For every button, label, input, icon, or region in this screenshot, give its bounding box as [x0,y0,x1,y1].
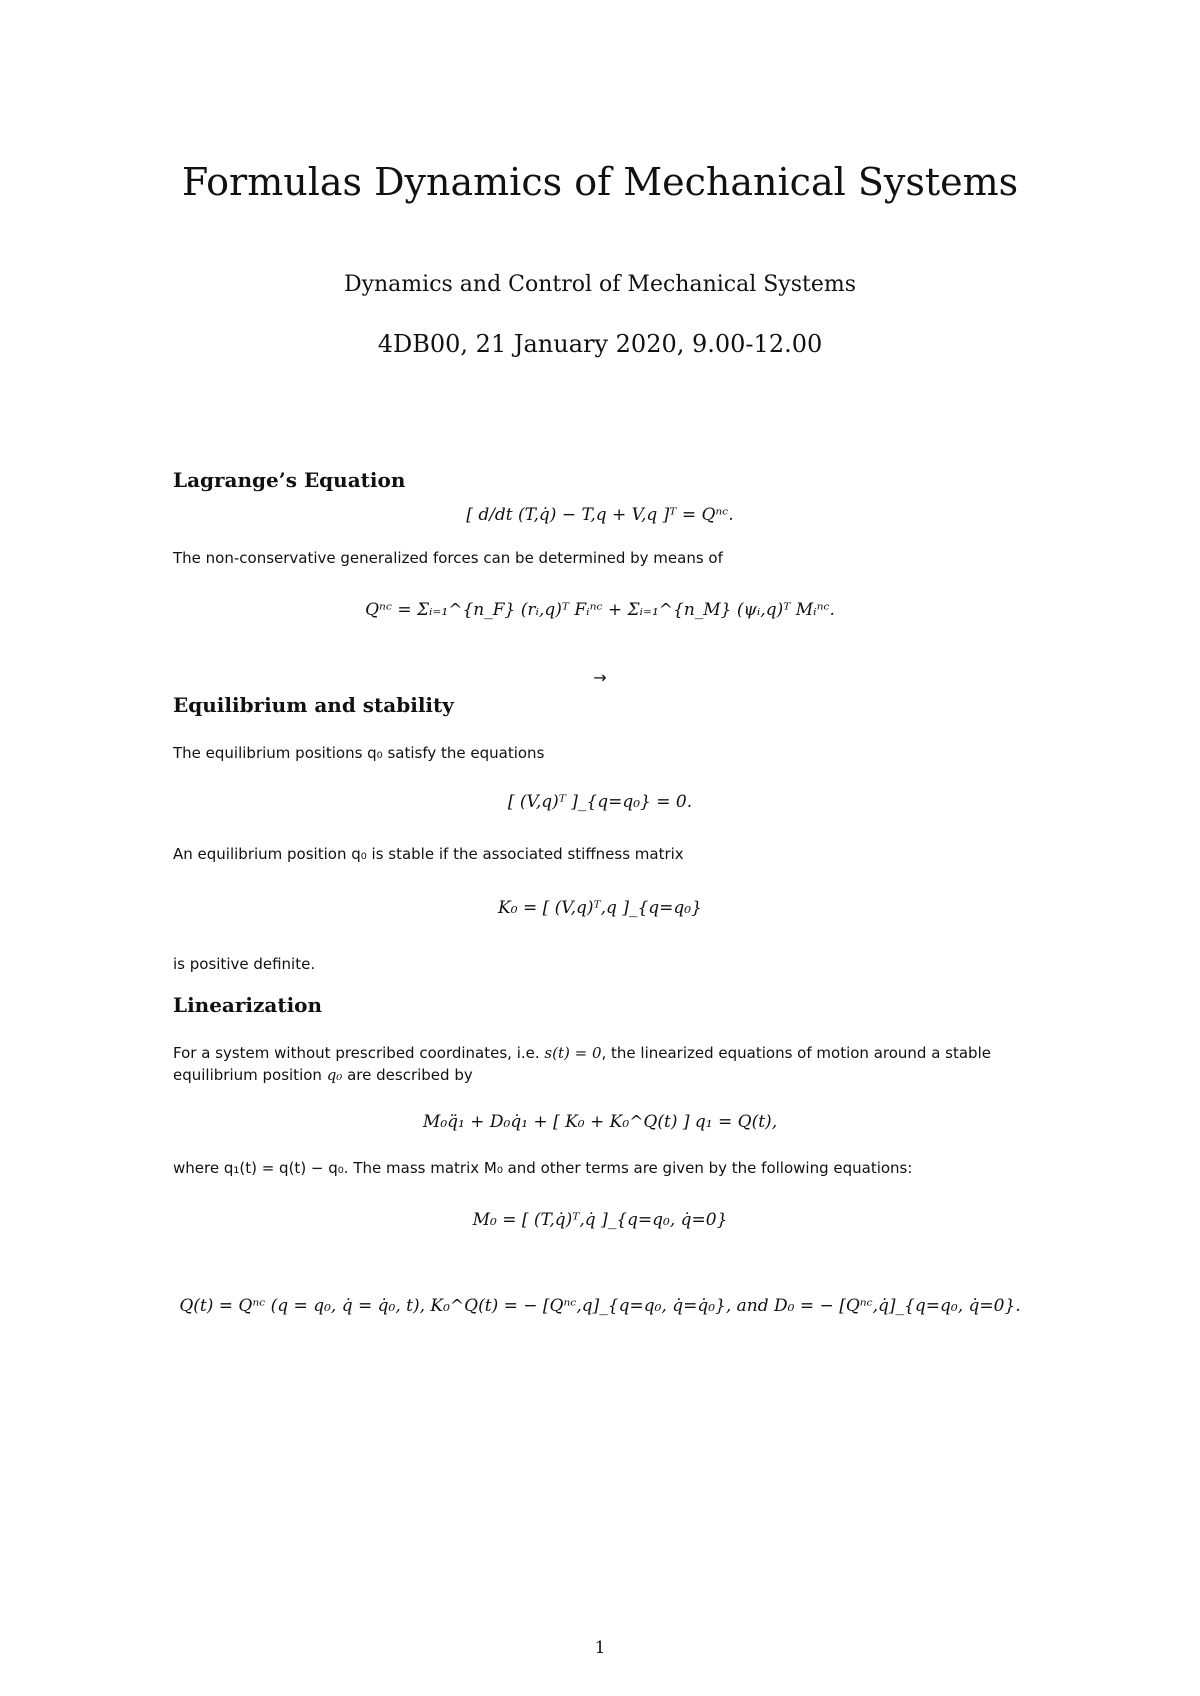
equilibrium-text-1: The equilibrium positions q₀ satisfy the equations [173,744,545,762]
equilibrium-equation: [ (V,q)ᵀ ]_{q=q₀} = 0. [507,792,693,812]
linearization-text-1-part-3: are described by [347,1066,473,1084]
right-arrow-icon: → [593,668,607,687]
equilibrium-text-3: is positive definite. [173,955,316,973]
linearization-text-1-part-1: For a system without prescribed coordinates, i.e. [173,1044,540,1062]
section-heading-lagrange: Lagrange’s Equation [173,468,406,492]
linearization-text-2: where q₁(t) = q(t) − q₀. The mass matrix M₀ and other terms are given by the following equations: [173,1159,913,1177]
lagrange-equation: [ d/dt (T,q̇) − T,q + V,q ]ᵀ = Qⁿᶜ. [466,505,734,525]
linearization-terms-equation: Q(t) = Qⁿᶜ (q = q₀, q̇ = q̇₀, t), K₀^Q(t) = − [Qⁿᶜ,q]_{q=q₀, q̇=q̇₀}, and D₀ = − [Qⁿᶜ,q̇]_{q=q₀, q̇=0}. [179,1296,1021,1316]
document-subtitle: Dynamics and Control of Mechanical Systems [343,272,857,297]
linearization-text-1-part-2: , the linearized equations of motion around a stable equilibrium position [173,1044,991,1084]
page-number: 1 [594,1638,606,1658]
document-title: Formulas Dynamics of Mechanical Systems [181,160,1019,204]
section-heading-linearization: Linearization [173,993,323,1017]
mass-matrix-equation: M₀ = [ (T,q̇)ᵀ,q̇ ]_{q=q₀, q̇=0} [472,1210,728,1230]
prescribed-coordinates-math: s(t) = 0 [544,1044,602,1062]
linearized-equation-of-motion: M₀q̈₁ + D₀q̇₁ + [ K₀ + K₀^Q(t) ] q₁ = Q(t), [422,1112,778,1132]
equilibrium-text-2: An equilibrium position q₀ is stable if the associated stiffness matrix [173,845,684,863]
equilibrium-position-math: q₀ [326,1066,343,1084]
lagrange-text: The non-conservative generalized forces can be determined by means of [173,549,723,567]
document-dateline: 4DB00, 21 January 2020, 9.00-12.00 [377,330,823,358]
stiffness-matrix-equation: K₀ = [ (V,q)ᵀ,q ]_{q=q₀} [498,898,702,918]
linearization-text-1 [173,1042,1043,1086]
section-heading-equilibrium: Equilibrium and stability [173,693,454,717]
generalized-forces-equation: Qⁿᶜ = Σᵢ₌₁^{n_F} (rᵢ,q)ᵀ Fᵢⁿᶜ + Σᵢ₌₁^{n_M} (ψᵢ,q)ᵀ Mᵢⁿᶜ. [365,600,835,620]
